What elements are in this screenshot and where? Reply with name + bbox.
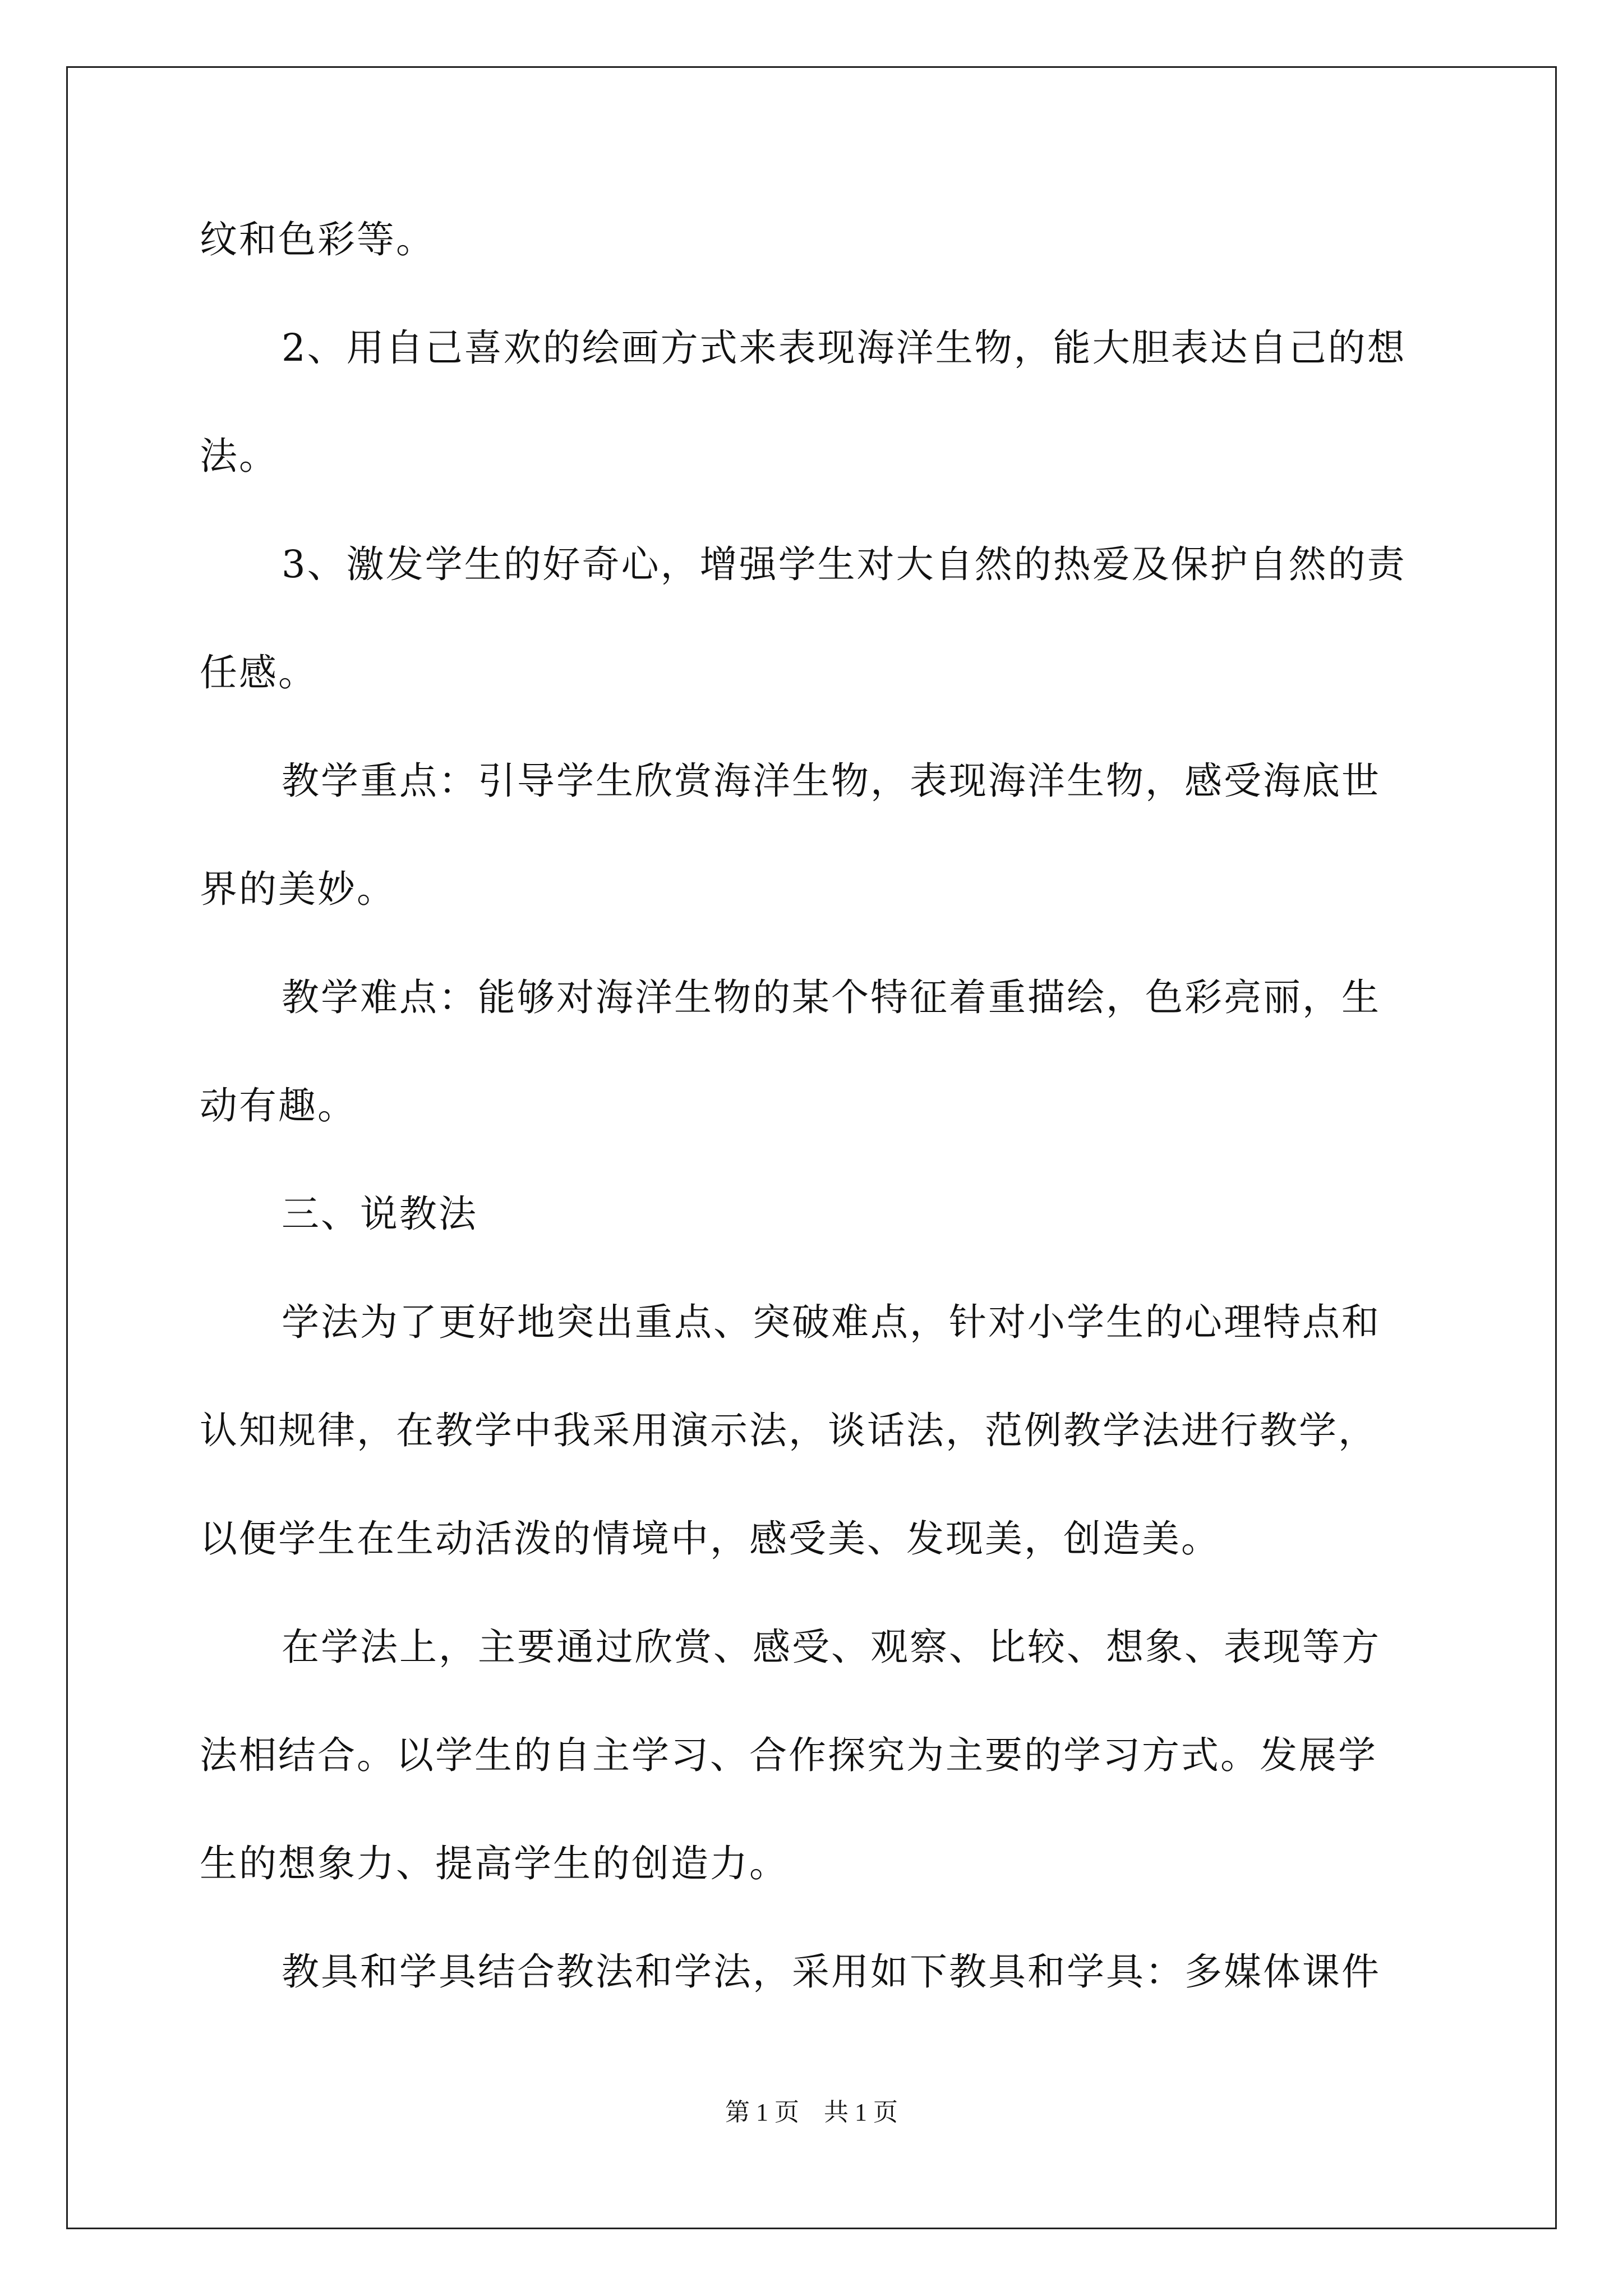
text-line: 任感。 — [200, 651, 317, 694]
text-line: 纹和色彩等。 — [200, 218, 435, 261]
text-line: 学法为了更好地突出重点、突破难点，针对小学生的心理特点和 — [282, 1300, 1381, 1344]
text-line: 以便学生在生动活泼的情境中，感受美、发现美，创造美。 — [200, 1517, 1220, 1561]
text-line: 教学重点：引导学生欣赏海洋生物，表现海洋生物，感受海底世 — [282, 759, 1381, 803]
text-line: 生的想象力、提高学生的创造力。 — [200, 1842, 789, 1885]
section-heading: 三、说教法 — [282, 1192, 478, 1236]
text-line: 3、激发学生的好奇心，增强学生对大自然的热爱及保护自然的责 — [282, 542, 1407, 586]
text-line: 法相结合。以学生的自主学习、合作探究为主要的学习方式。发展学 — [200, 1733, 1377, 1777]
text-line: 在学法上，主要通过欣赏、感受、观察、比较、想象、表现等方 — [282, 1625, 1381, 1669]
text-line: 2、用自己喜欢的绘画方式来表现海洋生物，能大胆表达自己的想 — [282, 326, 1407, 370]
text-line: 教具和学具结合教法和学法，采用如下教具和学具：多媒体课件 — [282, 1950, 1381, 1994]
page-border — [66, 66, 1557, 2229]
text-line: 教学难点：能够对海洋生物的某个特征着重描绘，色彩亮丽，生 — [282, 976, 1381, 1019]
page-footer: 第 1 页 共 1 页 — [725, 2099, 898, 2126]
text-line: 法。 — [200, 434, 278, 478]
text-line: 动有趣。 — [200, 1084, 357, 1128]
text-line: 认知规律，在教学中我采用演示法，谈话法，范例教学法进行教学， — [200, 1409, 1377, 1452]
text-line: 界的美妙。 — [200, 867, 396, 911]
